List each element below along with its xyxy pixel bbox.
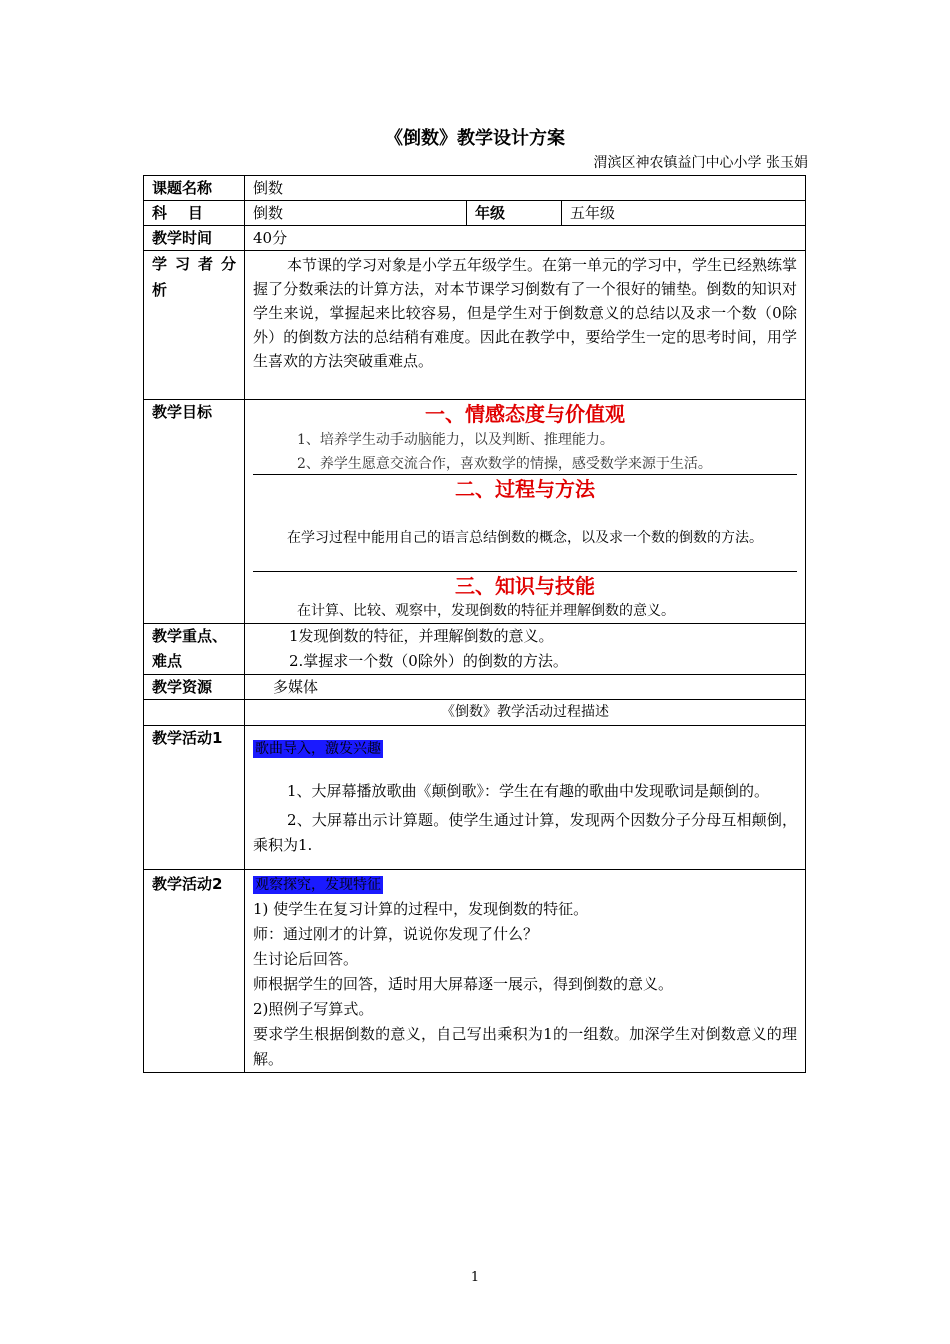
grade-label: 年级 — [467, 201, 562, 226]
row-goals — [144, 400, 806, 624]
subject-value: 倒数 — [245, 201, 467, 226]
row-learner — [144, 251, 806, 400]
keypoint-1: 1发现倒数的特征，并理解倒数的意义。 — [289, 627, 554, 645]
activity2-heading: 观察探究，发现特征 — [255, 877, 381, 893]
goal1-line2: 2、养学生愿意交流合作，喜欢数学的情操，感受数学来源于生活。 — [297, 456, 712, 472]
activity2-line-5: 2)照例子写算式。 — [253, 1000, 374, 1018]
goals-label: 教学目标 — [144, 400, 245, 624]
activity1-label: 教学活动1 — [144, 726, 245, 870]
activity1-para1: 1、大屏幕播放歌曲《颠倒歌》：学生在有趣的歌曲中发现歌词是颠倒的。 — [287, 782, 770, 800]
keypoints-cell — [245, 624, 806, 675]
activity1-cell — [245, 726, 806, 870]
goal-affective — [253, 400, 797, 474]
lesson-plan-table — [143, 175, 806, 1073]
time-label: 教学时间 — [144, 226, 245, 251]
grade-value: 五年级 — [562, 201, 806, 226]
goals-cell — [245, 400, 806, 624]
learner-cell — [245, 251, 806, 400]
keypoint-2: 2.掌握求一个数（0除外）的倒数的方法。 — [289, 652, 568, 670]
row-activity-1 — [144, 726, 806, 870]
learner-analysis-text: 本节课的学习对象是小学五年级学生。在第一单元的学习中，学生已经熟练掌握了分数乘法的计算方法，对本节课学习倒数有了一个很好的铺垫。倒数的知识对学生来说，掌握起来比较容易，但是学生对于倒数意义的总结以及求一个数（0除外）的倒数方法的总结稍有难度。因此在教学中，要给学生一定的思考时间，用学生喜欢的方法突破重难点。 — [253, 256, 798, 370]
goal1-line1: 1、培养学生动手动脑能力，以及判断、推理能力。 — [297, 432, 614, 448]
page-number: 1 — [470, 1270, 480, 1285]
goal1-heading: 一、情感态度与价值观 — [425, 402, 625, 426]
goal3-heading: 三、知识与技能 — [455, 574, 595, 598]
goal-process — [253, 474, 797, 571]
subject-label: 科 目 — [144, 201, 245, 226]
process-title: 《倒数》教学活动过程描述 — [245, 700, 806, 726]
row-topic — [144, 176, 806, 201]
row-time — [144, 226, 806, 251]
activity2-label: 教学活动2 — [144, 870, 245, 1073]
goal3-text: 在计算、比较、观察中，发现倒数的特征并理解倒数的意义。 — [297, 603, 675, 619]
goal-knowledge — [253, 571, 797, 623]
row-keypoints — [144, 624, 806, 675]
resources-label: 教学资源 — [144, 675, 245, 700]
row-process-title — [144, 700, 806, 726]
row-resources — [144, 675, 806, 700]
activity2-line-3: 生讨论后回答。 — [253, 950, 359, 968]
activity2-line-4: 师根据学生的回答，适时用大屏幕逐一展示，得到倒数的意义。 — [253, 975, 674, 993]
topic-label: 课题名称 — [144, 176, 245, 201]
topic-value: 倒数 — [245, 176, 806, 201]
activity2-line-1: 1) 使学生在复习计算的过程中，发现倒数的特征。 — [253, 900, 589, 918]
activity2-line-6: 要求学生根据倒数的意义，自己写出乘积为1的一组数。加深学生对倒数意义的理解。 — [253, 1025, 797, 1068]
resources-value: 多媒体 — [245, 675, 806, 700]
time-value: 40分 — [245, 226, 806, 251]
activity2-line-2: 师：通过刚才的计算，说说你发现了什么？ — [253, 925, 539, 943]
row-activity-2 — [144, 870, 806, 1073]
goal2-heading: 二、过程与方法 — [455, 477, 595, 501]
activity2-cell — [245, 870, 806, 1073]
learner-label: 学 习 者 分 析 — [144, 251, 245, 400]
goal2-text: 在学习过程中能用自己的语言总结倒数的概念，以及求一个数的倒数的方法。 — [287, 530, 763, 546]
document-title: 《倒数》教学设计方案 — [385, 128, 565, 149]
activity1-heading: 歌曲导入，激发兴趣 — [255, 741, 381, 757]
activity1-para2: 2、大屏幕出示计算题。使学生通过计算，发现两个因数分子分母互相颠倒，乘积为1. — [253, 811, 797, 854]
keypoints-label: 教学重点、难点 — [144, 624, 245, 675]
author-line: 渭滨区神农镇益门中心小学 张玉娟 — [593, 155, 808, 171]
process-title-empty — [144, 700, 245, 726]
row-subject — [144, 201, 806, 226]
